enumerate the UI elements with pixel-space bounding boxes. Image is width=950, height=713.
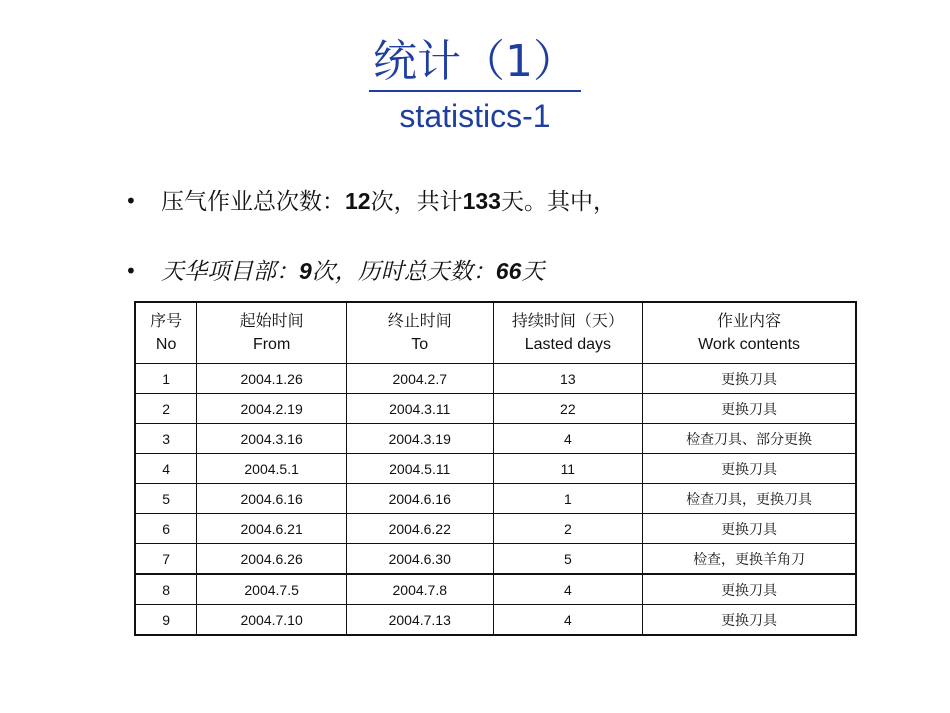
cell-to: 2004.6.30 <box>346 544 493 575</box>
cell-from: 2004.6.16 <box>197 484 347 514</box>
cell-days: 4 <box>493 574 643 605</box>
header-from <box>197 302 347 364</box>
header-label-en: To <box>411 336 429 353</box>
cell-to: 2004.7.8 <box>346 574 493 605</box>
table-row <box>135 605 856 636</box>
cell-no: 3 <box>135 424 197 454</box>
bullet-tianhua <box>125 256 544 287</box>
bullet-tianhua-mid: 次，历时总天数： <box>311 259 496 285</box>
header-label-zh: 作业内容 <box>717 311 782 330</box>
bullet-total-mid: 次，共计 <box>370 189 463 215</box>
cell-to: 2004.3.11 <box>346 394 493 424</box>
cell-no: 4 <box>135 454 197 484</box>
cell-work: 更换刀具 <box>643 574 856 605</box>
cell-from: 2004.3.16 <box>197 424 347 454</box>
header-to <box>346 302 493 364</box>
cell-work: 更换刀具 <box>643 605 856 636</box>
page-title-zh: 统计（1） <box>369 36 581 92</box>
header-label-en: Work contents <box>698 336 801 353</box>
cell-from: 2004.1.26 <box>197 364 347 394</box>
bullet-total <box>125 186 616 217</box>
bullet-total-post: 天。其中， <box>500 189 616 215</box>
bullet-tianhua-pre: 天华项目部： <box>161 259 299 285</box>
cell-no: 6 <box>135 514 197 544</box>
cell-days: 4 <box>493 605 643 636</box>
cell-no: 7 <box>135 544 197 575</box>
table-row <box>135 394 856 424</box>
table-row <box>135 364 856 394</box>
cell-from: 2004.7.5 <box>197 574 347 605</box>
table-row <box>135 514 856 544</box>
header-no <box>135 302 197 364</box>
cell-from: 2004.6.26 <box>197 544 347 575</box>
cell-work: 更换刀具 <box>643 454 856 484</box>
header-label-zh: 起始时间 <box>239 311 304 330</box>
cell-to: 2004.5.11 <box>346 454 493 484</box>
cell-no: 5 <box>135 484 197 514</box>
statistics-table <box>134 301 857 636</box>
header-label-zh: 终止时间 <box>387 311 452 330</box>
table-row <box>135 544 856 575</box>
header-work <box>643 302 856 364</box>
bullet-tianhua-count: 9 <box>299 258 312 284</box>
header-label-en: From <box>252 336 291 353</box>
cell-work: 检查刀具，更换刀具 <box>643 484 856 514</box>
cell-to: 2004.7.13 <box>346 605 493 636</box>
header-label-zh: 序号 <box>150 311 183 330</box>
cell-days: 5 <box>493 544 643 575</box>
header-label-en: Lasted days <box>524 336 611 353</box>
bullet-tianhua-post: 天 <box>521 259 545 285</box>
table-row <box>135 574 856 605</box>
cell-no: 1 <box>135 364 197 394</box>
cell-no: 9 <box>135 605 197 636</box>
cell-from: 2004.5.1 <box>197 454 347 484</box>
cell-days: 13 <box>493 364 643 394</box>
cell-to: 2004.6.22 <box>346 514 493 544</box>
table-header-row <box>135 302 856 364</box>
bullet-total-count: 12 <box>345 188 371 214</box>
bullet-total-days: 133 <box>462 188 501 214</box>
cell-days: 1 <box>493 484 643 514</box>
cell-no: 8 <box>135 574 197 605</box>
cell-to: 2004.3.19 <box>346 424 493 454</box>
cell-from: 2004.7.10 <box>197 605 347 636</box>
cell-work: 检查，更换羊角刀 <box>643 544 856 575</box>
page-title <box>0 36 950 92</box>
cell-no: 2 <box>135 394 197 424</box>
table-row <box>135 454 856 484</box>
cell-days: 4 <box>493 424 643 454</box>
cell-days: 11 <box>493 454 643 484</box>
table-row <box>135 424 856 454</box>
table-row <box>135 484 856 514</box>
cell-work: 检查刀具、部分更换 <box>643 424 856 454</box>
cell-work: 更换刀具 <box>643 394 856 424</box>
cell-from: 2004.2.19 <box>197 394 347 424</box>
header-label-zh: 持续时间（天） <box>511 311 624 330</box>
table-body <box>135 364 856 636</box>
cell-work: 更换刀具 <box>643 514 856 544</box>
cell-to: 2004.2.7 <box>346 364 493 394</box>
header-days <box>493 302 643 364</box>
bullet-total-pre: 压气作业总次数： <box>161 189 345 215</box>
bullet-dot-icon: • <box>125 189 137 213</box>
cell-days: 2 <box>493 514 643 544</box>
cell-work: 更换刀具 <box>643 364 856 394</box>
bullet-tianhua-days: 66 <box>495 258 522 284</box>
page-subtitle: statistics-1 <box>399 98 551 134</box>
cell-to: 2004.6.16 <box>346 484 493 514</box>
header-label-en: No <box>155 336 177 353</box>
cell-days: 22 <box>493 394 643 424</box>
cell-from: 2004.6.21 <box>197 514 347 544</box>
bullet-dot-icon: • <box>125 259 137 283</box>
